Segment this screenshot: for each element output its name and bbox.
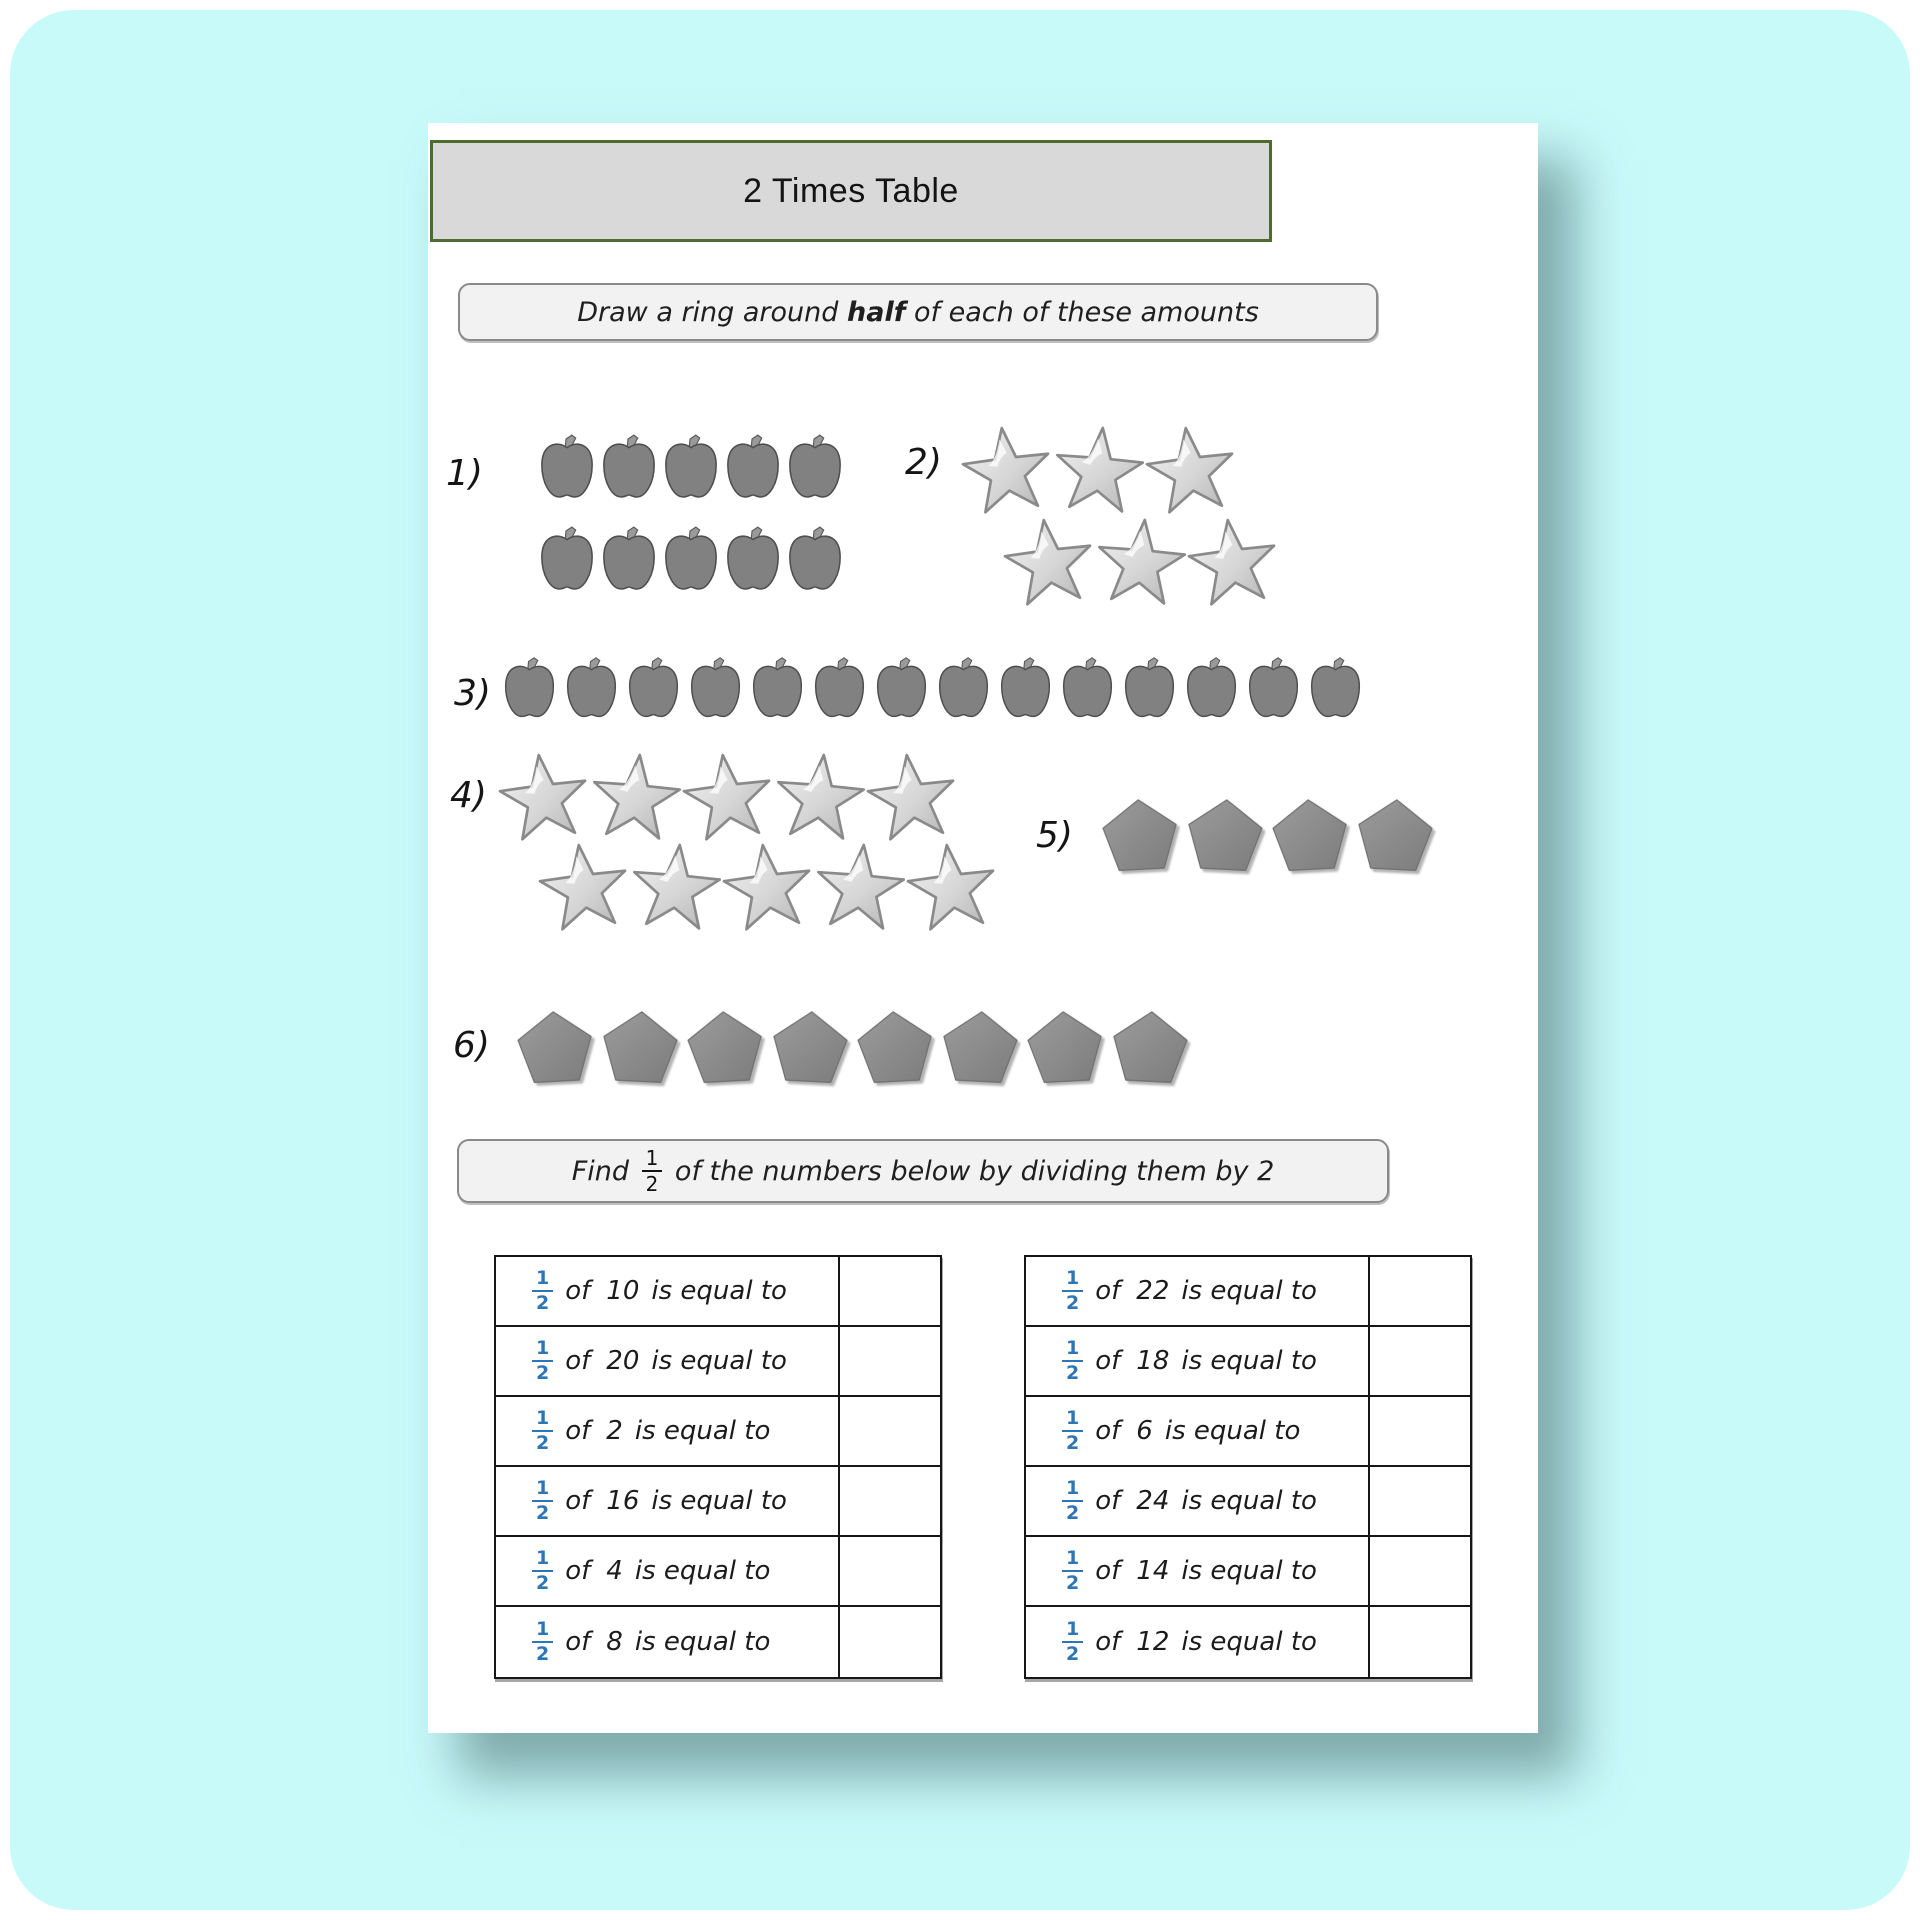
fraction-numerator: 1 — [532, 1479, 553, 1502]
instruction-ring-half — [458, 283, 1378, 341]
pentagon-icon — [1353, 793, 1437, 877]
instruction-text: Find — [571, 1155, 638, 1187]
half-fraction — [532, 1549, 553, 1593]
apple-icon — [1184, 655, 1239, 721]
table-row — [1026, 1467, 1470, 1537]
question-cell — [496, 1327, 840, 1395]
fraction-denominator: 2 — [1066, 1572, 1080, 1594]
item-6-shapes — [515, 1007, 1195, 1087]
answer-cell — [840, 1397, 940, 1465]
row-value: 20 — [606, 1346, 640, 1376]
row-phrase: is equal to — [634, 1556, 771, 1586]
item-6-label: 6) — [453, 1025, 490, 1066]
half-fraction — [1062, 1409, 1083, 1453]
half-fraction — [1062, 1549, 1083, 1593]
apple-icon — [786, 525, 844, 593]
fraction-denominator: 2 — [536, 1292, 550, 1314]
fraction-numerator: 1 — [532, 1549, 553, 1572]
item-group-5 — [1036, 795, 1440, 875]
fraction-denominator: 2 — [1066, 1362, 1080, 1384]
star-icon — [1140, 421, 1242, 522]
pentagon-icon — [853, 1005, 937, 1089]
item-4-shapes — [498, 753, 998, 933]
row-value: 22 — [1136, 1276, 1170, 1306]
of-label: of — [1095, 1627, 1121, 1657]
star-icon — [901, 838, 1003, 939]
of-label: of — [565, 1627, 591, 1657]
half-table-left — [494, 1255, 942, 1679]
row-phrase: is equal to — [1181, 1346, 1317, 1376]
pentagon-icon — [768, 1005, 852, 1089]
shape-row — [538, 433, 848, 501]
question-cell — [496, 1397, 840, 1465]
pentagon-icon — [1023, 1005, 1107, 1089]
fraction-denominator: 2 — [536, 1432, 550, 1454]
pentagon-icon — [683, 1005, 767, 1089]
item-group-3 — [454, 655, 1370, 721]
item-2-shapes — [961, 426, 1279, 608]
answer-cell — [840, 1327, 940, 1395]
of-label: of — [565, 1276, 591, 1306]
half-fraction — [642, 1148, 663, 1194]
apple-icon — [936, 655, 991, 721]
row-phrase: is equal to — [634, 1416, 771, 1446]
half-fraction — [1062, 1339, 1083, 1383]
star-icon — [998, 513, 1100, 614]
star-icon — [770, 749, 869, 847]
table-row — [1026, 1327, 1470, 1397]
question-cell — [496, 1257, 840, 1325]
row-value: 2 — [606, 1416, 623, 1446]
apple-icon — [724, 433, 782, 501]
apple-icon — [1308, 655, 1363, 721]
shape-row — [538, 843, 998, 933]
worksheet-page — [428, 123, 1538, 1733]
star-icon — [861, 748, 963, 849]
half-fraction — [1062, 1620, 1083, 1664]
answer-cell — [1370, 1537, 1470, 1605]
apple-icon — [538, 525, 596, 593]
apple-icon — [786, 433, 844, 501]
row-value: 6 — [1136, 1416, 1153, 1446]
of-label: of — [565, 1486, 591, 1516]
table-row — [496, 1537, 940, 1607]
answer-cell — [840, 1467, 940, 1535]
fraction-numerator: 1 — [532, 1269, 553, 1292]
apple-icon — [750, 655, 805, 721]
star-icon — [810, 839, 909, 937]
pentagon-icon — [513, 1005, 597, 1089]
half-table-right — [1024, 1255, 1472, 1679]
table-row — [1026, 1537, 1470, 1607]
fraction-denominator: 2 — [1066, 1643, 1080, 1665]
apple-icon — [600, 525, 658, 593]
question-cell — [1026, 1607, 1370, 1677]
row-phrase: is equal to — [1164, 1416, 1301, 1446]
answer-cell — [840, 1257, 940, 1325]
apple-icon — [812, 655, 867, 721]
of-label: of — [565, 1416, 591, 1446]
item-3-label: 3) — [454, 673, 491, 714]
table-row — [496, 1467, 940, 1537]
row-phrase: is equal to — [1181, 1556, 1317, 1586]
item-1-shapes — [538, 433, 848, 593]
instruction-text: of the numbers below by dividing them by 2 — [666, 1155, 1275, 1187]
row-value: 8 — [606, 1627, 623, 1657]
item-3-shapes — [502, 655, 1370, 721]
shape-row — [502, 655, 1370, 721]
half-fraction — [532, 1269, 553, 1313]
row-value: 10 — [606, 1276, 640, 1306]
item-2-label: 2) — [905, 442, 942, 483]
shape-row — [1003, 518, 1279, 608]
apple-icon — [600, 433, 658, 501]
star-icon — [1182, 513, 1284, 614]
question-cell — [1026, 1467, 1370, 1535]
shape-row — [515, 1007, 1195, 1087]
row-value: 4 — [606, 1556, 623, 1586]
fraction-numerator: 1 — [1062, 1549, 1083, 1572]
apple-icon — [538, 433, 596, 501]
table-row — [496, 1607, 940, 1677]
fraction-numerator: 1 — [1062, 1620, 1083, 1643]
row-value: 12 — [1136, 1627, 1170, 1657]
fraction-denominator: 2 — [536, 1362, 550, 1384]
fraction-denominator: 2 — [1066, 1502, 1080, 1524]
answer-cell — [840, 1537, 940, 1605]
answer-cell — [1370, 1327, 1470, 1395]
star-icon — [626, 839, 725, 937]
apple-icon — [626, 655, 681, 721]
half-fraction — [532, 1409, 553, 1453]
question-cell — [1026, 1397, 1370, 1465]
item-group-4 — [450, 753, 998, 933]
table-row — [1026, 1257, 1470, 1327]
row-value: 16 — [606, 1486, 640, 1516]
answer-cell — [1370, 1257, 1470, 1325]
of-label: of — [565, 1346, 591, 1376]
half-fraction — [532, 1339, 553, 1383]
instruction-text: of each of these amounts — [905, 296, 1259, 328]
fraction-numerator: 1 — [1062, 1479, 1083, 1502]
shape-row — [498, 753, 998, 843]
shape-row — [1100, 795, 1440, 875]
question-cell — [1026, 1537, 1370, 1605]
pentagon-icon — [1183, 793, 1267, 877]
star-icon — [493, 748, 595, 849]
answer-cell — [840, 1607, 940, 1677]
apple-icon — [998, 655, 1053, 721]
instruction-text: Draw a ring around — [577, 296, 847, 328]
apple-icon — [564, 655, 619, 721]
pentagon-icon — [938, 1005, 1022, 1089]
pentagon-icon — [1108, 1005, 1192, 1089]
half-fraction — [1062, 1269, 1083, 1313]
row-phrase: is equal to — [1181, 1276, 1317, 1306]
question-cell — [496, 1467, 840, 1535]
item-group-1 — [446, 433, 848, 593]
table-row — [496, 1327, 940, 1397]
row-value: 14 — [1136, 1556, 1170, 1586]
fraction-denominator: 2 — [645, 1172, 659, 1196]
apple-icon — [1246, 655, 1301, 721]
fraction-numerator: 1 — [1062, 1269, 1083, 1292]
shape-row — [961, 426, 1279, 516]
apple-icon — [662, 525, 720, 593]
of-label: of — [1095, 1416, 1121, 1446]
half-fraction — [532, 1479, 553, 1523]
question-cell — [1026, 1257, 1370, 1325]
of-label: of — [1095, 1346, 1121, 1376]
pentagon-icon — [1098, 793, 1182, 877]
row-phrase: is equal to — [1181, 1486, 1317, 1516]
instruction-bold-word: half — [847, 296, 906, 328]
fraction-numerator: 1 — [642, 1148, 663, 1172]
question-cell — [1026, 1327, 1370, 1395]
table-row — [1026, 1397, 1470, 1467]
star-icon — [586, 749, 685, 847]
row-value: 18 — [1136, 1346, 1170, 1376]
star-icon — [717, 838, 819, 939]
row-phrase: is equal to — [651, 1276, 787, 1306]
table-row — [1026, 1607, 1470, 1677]
fraction-denominator: 2 — [536, 1502, 550, 1524]
shape-row — [538, 525, 848, 593]
item-1-label: 1) — [446, 453, 483, 494]
fraction-denominator: 2 — [536, 1572, 550, 1594]
pentagon-icon — [598, 1005, 682, 1089]
fraction-denominator: 2 — [1066, 1292, 1080, 1314]
table-row — [496, 1257, 940, 1327]
of-label: of — [1095, 1276, 1121, 1306]
star-icon — [1049, 422, 1148, 520]
apple-icon — [1060, 655, 1115, 721]
apple-icon — [724, 525, 782, 593]
fraction-numerator: 1 — [532, 1339, 553, 1362]
half-fraction — [532, 1620, 553, 1664]
fraction-denominator: 2 — [1066, 1432, 1080, 1454]
fraction-denominator: 2 — [536, 1643, 550, 1665]
answer-cell — [1370, 1467, 1470, 1535]
row-phrase: is equal to — [1181, 1627, 1317, 1657]
star-icon — [1091, 514, 1190, 612]
row-phrase: is equal to — [651, 1346, 787, 1376]
row-phrase: is equal to — [634, 1627, 771, 1657]
item-5-shapes — [1100, 795, 1440, 875]
answer-cell — [1370, 1607, 1470, 1677]
item-group-2 — [905, 426, 1279, 608]
row-phrase: is equal to — [651, 1486, 787, 1516]
item-group-6 — [453, 1007, 1195, 1087]
row-value: 24 — [1136, 1486, 1170, 1516]
apple-icon — [502, 655, 557, 721]
apple-icon — [688, 655, 743, 721]
star-icon — [533, 838, 635, 939]
table-row — [496, 1397, 940, 1467]
question-cell — [496, 1537, 840, 1605]
instruction-find-half — [457, 1139, 1389, 1203]
question-cell — [496, 1607, 840, 1677]
fraction-numerator: 1 — [1062, 1339, 1083, 1362]
star-icon — [677, 748, 779, 849]
apple-icon — [1122, 655, 1177, 721]
apple-icon — [662, 433, 720, 501]
answer-cell — [1370, 1397, 1470, 1465]
of-label: of — [1095, 1556, 1121, 1586]
half-fraction — [1062, 1479, 1083, 1523]
page-title: 2 Times Table — [743, 171, 959, 210]
item-5-label: 5) — [1036, 815, 1073, 856]
fraction-numerator: 1 — [1062, 1409, 1083, 1432]
of-label: of — [1095, 1486, 1121, 1516]
fraction-numerator: 1 — [532, 1620, 553, 1643]
fraction-numerator: 1 — [532, 1409, 553, 1432]
of-label: of — [565, 1556, 591, 1586]
star-icon — [956, 421, 1058, 522]
apple-icon — [874, 655, 929, 721]
pentagon-icon — [1268, 793, 1352, 877]
title-banner — [430, 140, 1272, 242]
item-4-label: 4) — [450, 775, 487, 816]
